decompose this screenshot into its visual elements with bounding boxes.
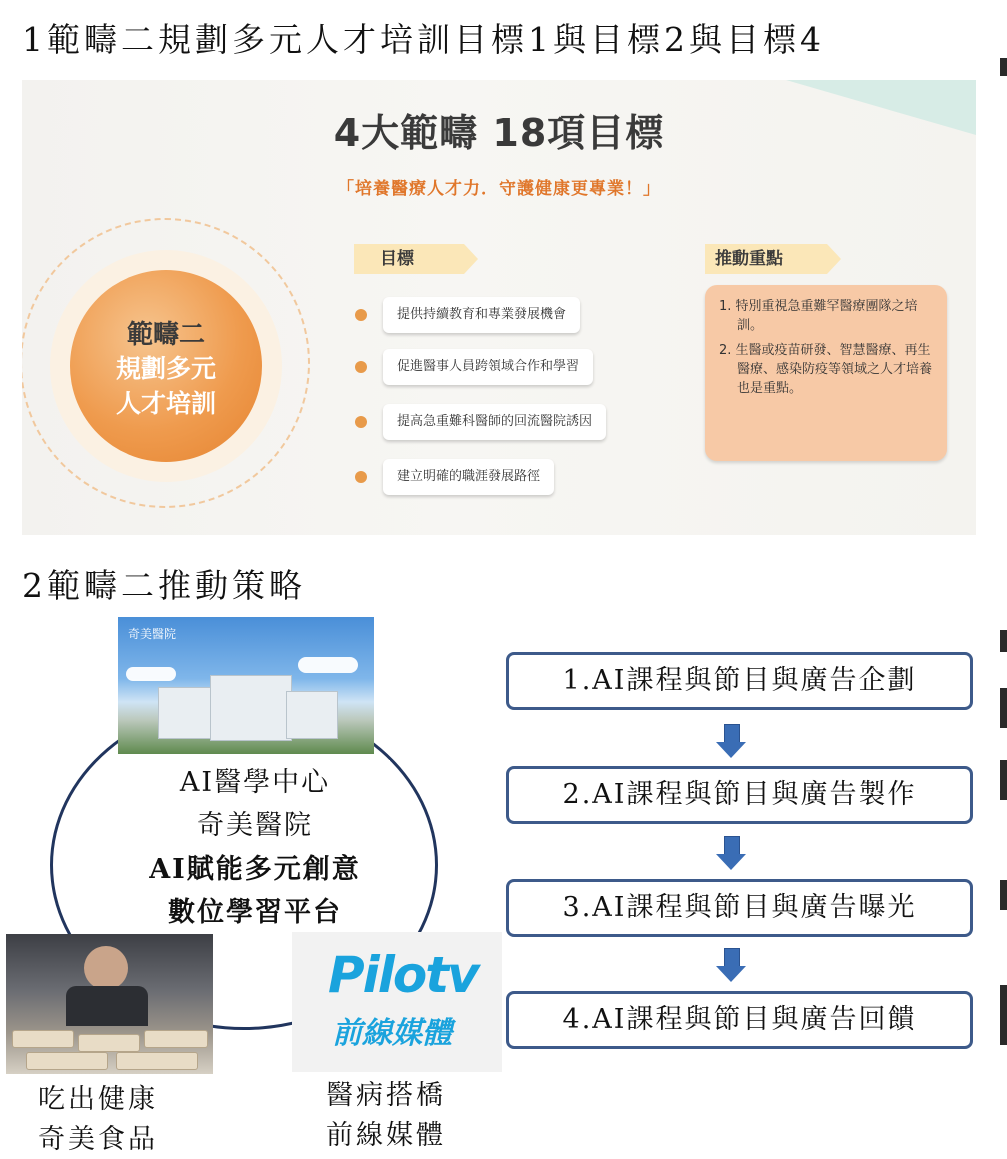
edge-mark bbox=[1000, 880, 1007, 910]
center-line-bold: 數位學習平台 bbox=[120, 890, 390, 929]
person-head-shape bbox=[84, 946, 128, 990]
goal-text: 提高急重難科醫師的回流醫院誘因 bbox=[383, 404, 606, 440]
bullet-dot-icon bbox=[355, 361, 367, 373]
flow-step-feedback: 4.AI課程與節目與廣告回饋 bbox=[506, 991, 973, 1049]
goal-text: 提供持續教育和專業發展機會 bbox=[383, 297, 580, 333]
food-tray-shape bbox=[26, 1052, 108, 1070]
bullet-dot-icon bbox=[355, 416, 367, 428]
food-tray-shape bbox=[78, 1034, 140, 1052]
banner-title: 4大範疇 18項目標 bbox=[333, 111, 665, 155]
pilot-logo-wordmark: Pilotv bbox=[328, 946, 478, 1004]
person-body-shape bbox=[66, 986, 148, 1026]
food-caption: 吃出健康 bbox=[38, 1084, 158, 1115]
bullet-dot-icon bbox=[355, 471, 367, 483]
edge-mark bbox=[1000, 985, 1007, 1045]
focus-point: 2. 生醫或疫苗研發、智慧醫療、再生醫療、感染防疫等領域之人才培養也是重點。 bbox=[719, 343, 933, 396]
hospital-logo-text: 奇美醫院 bbox=[128, 627, 177, 641]
edge-mark bbox=[1000, 630, 1007, 652]
category-circle bbox=[70, 270, 262, 462]
hospital-photo bbox=[118, 617, 374, 754]
down-arrow-icon bbox=[716, 948, 746, 982]
down-arrow-icon bbox=[716, 836, 746, 870]
media-caption: 醫病搭橋 bbox=[326, 1080, 446, 1111]
goals-tag: 目標 bbox=[354, 244, 464, 274]
food-tray-shape bbox=[12, 1030, 74, 1048]
media-caption: 前線媒體 bbox=[326, 1120, 446, 1151]
category-title-line1: 規劃多元 bbox=[115, 354, 216, 383]
category-name: 範疇二 bbox=[126, 320, 205, 350]
pilot-logo-chinese: 前線媒體 bbox=[332, 1016, 452, 1051]
focus-point: 1. 特別重視急重難罕醫療團隊之培訓。 bbox=[719, 299, 918, 333]
focus-tag: 推動重點 bbox=[705, 244, 827, 274]
edge-mark bbox=[1000, 688, 1007, 728]
down-arrow-icon bbox=[716, 724, 746, 758]
cloud-shape bbox=[126, 667, 176, 681]
banner-slogan: 「培養醫療人才力．守護健康更專業！」 bbox=[337, 179, 661, 199]
strategy-banner-image bbox=[22, 80, 976, 535]
goal-text: 促進醫事人員跨領域合作和學習 bbox=[383, 349, 593, 385]
bullet-dot-icon bbox=[355, 309, 367, 321]
center-line-bold: AI賦能多元創意 bbox=[120, 847, 390, 886]
goal-text: 建立明確的職涯發展路徑 bbox=[383, 459, 554, 495]
flow-step-production: 2.AI課程與節目與廣告製作 bbox=[506, 766, 973, 824]
food-tray-shape bbox=[116, 1052, 198, 1070]
category-title-line2: 人才培訓 bbox=[115, 389, 216, 418]
edge-mark bbox=[1000, 760, 1007, 800]
cloud-shape bbox=[298, 657, 358, 673]
building-shape bbox=[286, 691, 338, 739]
flow-step-planning: 1.AI課程與節目與廣告企劃 bbox=[506, 652, 973, 710]
food-tray-shape bbox=[144, 1030, 208, 1048]
building-shape bbox=[210, 675, 292, 741]
food-caption: 奇美食品 bbox=[38, 1124, 158, 1155]
pilot-media-logo bbox=[292, 932, 502, 1072]
focus-points-box bbox=[705, 285, 947, 461]
center-line: 奇美醫院 bbox=[120, 803, 390, 842]
section2-heading: 2範疇二推動策略 bbox=[22, 566, 306, 605]
flow-step-exposure: 3.AI課程與節目與廣告曝光 bbox=[506, 879, 973, 937]
center-line: AI醫學中心 bbox=[120, 760, 390, 799]
food-photo bbox=[6, 934, 213, 1074]
edge-mark bbox=[1000, 58, 1007, 76]
section1-heading: 1範疇二規劃多元人才培訓目標1與目標2與目標4 bbox=[22, 20, 825, 59]
